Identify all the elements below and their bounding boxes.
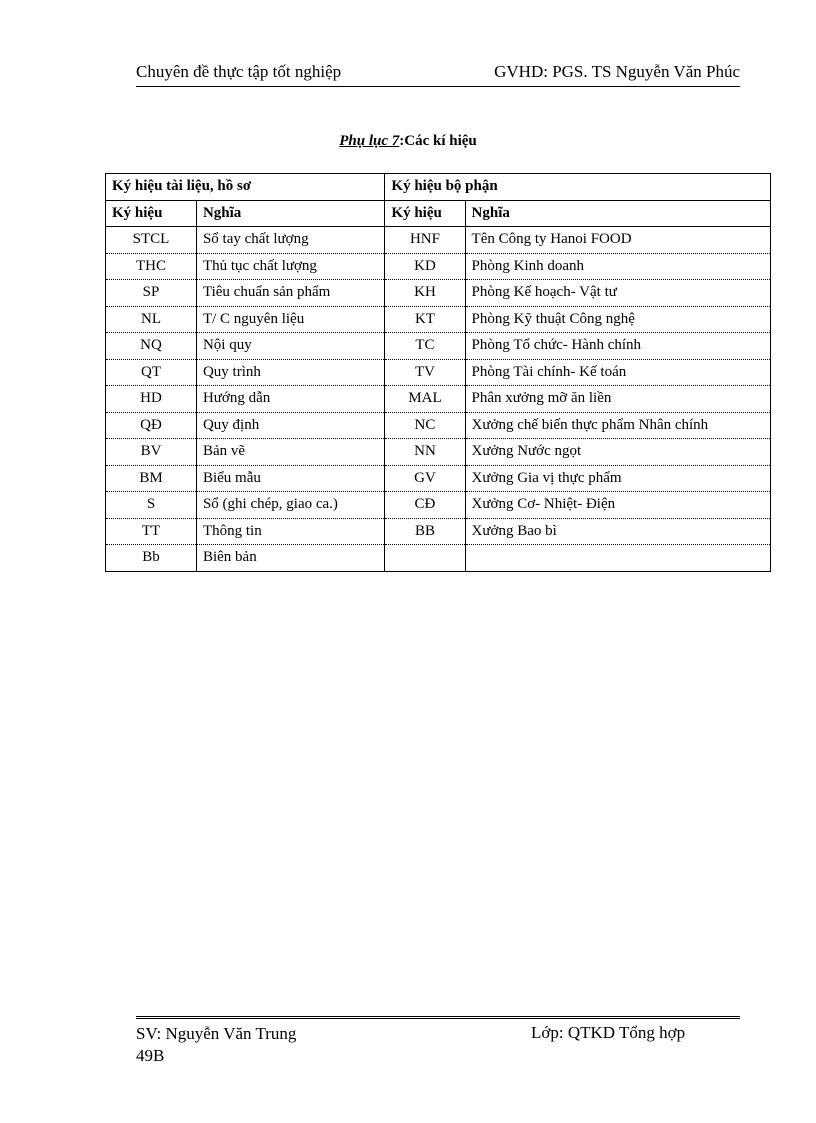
document-meaning-cell: Nội quy — [196, 333, 384, 360]
department-symbol-cell: KT — [385, 306, 465, 333]
column-header-meaning: Nghĩa — [465, 200, 770, 227]
department-symbol-cell: TC — [385, 333, 465, 360]
footer-student-line2: 49B — [136, 1046, 165, 1065]
document-symbol-cell: QT — [106, 359, 197, 386]
document-symbol-cell: THC — [106, 253, 197, 280]
table-row — [106, 439, 771, 466]
table-row — [106, 545, 771, 572]
table-row — [106, 306, 771, 333]
department-meaning-cell: Xưởng chế biến thực phẩm Nhân chính — [465, 412, 770, 439]
document-meaning-cell: Biên bản — [196, 545, 384, 572]
department-meaning-cell: Xưởng Bao bì — [465, 518, 770, 545]
appendix-title — [0, 133, 816, 150]
table-row — [106, 492, 771, 519]
department-symbol-cell: KD — [385, 253, 465, 280]
table-row — [106, 359, 771, 386]
symbols-table — [105, 173, 771, 572]
department-meaning-cell: Xưởng Gia vị thực phẩm — [465, 465, 770, 492]
document-meaning-cell: Thông tin — [196, 518, 384, 545]
group-header-documents: Ký hiệu tài liệu, hồ sơ — [106, 174, 385, 201]
document-symbol-cell: HD — [106, 386, 197, 413]
table-row — [106, 253, 771, 280]
document-symbol-cell: S — [106, 492, 197, 519]
document-symbol-cell: Bb — [106, 545, 197, 572]
department-meaning-cell: Tên Công ty Hanoi FOOD — [465, 227, 770, 254]
footer-student — [136, 1023, 296, 1067]
document-symbol-cell: NQ — [106, 333, 197, 360]
department-symbol-cell: TV — [385, 359, 465, 386]
document-symbol-cell: BV — [106, 439, 197, 466]
table-row — [106, 412, 771, 439]
footer-student-name: SV: Nguyễn Văn Trung — [136, 1024, 297, 1043]
document-symbol-cell: TT — [106, 518, 197, 545]
table-row — [106, 227, 771, 254]
department-symbol-cell: NC — [385, 412, 465, 439]
column-header-symbol: Ký hiệu — [385, 200, 465, 227]
department-meaning-cell: Phòng Tổ chức- Hành chính — [465, 333, 770, 360]
document-symbol-cell: NL — [106, 306, 197, 333]
header-right-text: GVHD: PGS. TS Nguyễn Văn Phúc — [494, 62, 740, 81]
document-meaning-cell: Quy trình — [196, 359, 384, 386]
table-row — [106, 465, 771, 492]
appendix-title-lead: Phụ lục 7 — [339, 133, 400, 149]
document-meaning-cell: Sổ tay chất lượng — [196, 227, 384, 254]
department-symbol-cell: BB — [385, 518, 465, 545]
document-meaning-cell: T/ C nguyên liệu — [196, 306, 384, 333]
table-row — [106, 280, 771, 307]
page-footer — [136, 1016, 740, 1065]
column-header-meaning: Nghĩa — [196, 200, 384, 227]
table-group-header-row — [106, 174, 771, 201]
department-meaning-cell: Phòng Tài chính- Kế toán — [465, 359, 770, 386]
document-meaning-cell: Hướng dẫn — [196, 386, 384, 413]
table-row — [106, 518, 771, 545]
document-meaning-cell: Sổ (ghi chép, giao ca.) — [196, 492, 384, 519]
document-symbol-cell: STCL — [106, 227, 197, 254]
table-row — [106, 333, 771, 360]
department-meaning-cell — [465, 545, 770, 572]
department-symbol-cell: HNF — [385, 227, 465, 254]
department-symbol-cell: KH — [385, 280, 465, 307]
column-header-symbol: Ký hiệu — [106, 200, 197, 227]
department-meaning-cell: Xưởng Cơ- Nhiệt- Điện — [465, 492, 770, 519]
table-row — [106, 386, 771, 413]
department-symbol-cell — [385, 545, 465, 572]
group-header-departments: Ký hiệu bộ phận — [385, 174, 771, 201]
department-meaning-cell: Xưởng Nước ngọt — [465, 439, 770, 466]
document-meaning-cell: Tiêu chuẩn sản phẩm — [196, 280, 384, 307]
department-meaning-cell: Phòng Kế hoạch- Vật tư — [465, 280, 770, 307]
page-header — [136, 60, 740, 87]
header-left-text: Chuyên đề thực tập tốt nghiệp — [136, 62, 342, 81]
department-symbol-cell: MAL — [385, 386, 465, 413]
document-meaning-cell: Biểu mẫu — [196, 465, 384, 492]
document-symbol-cell: BM — [106, 465, 197, 492]
document-symbol-cell: QĐ — [106, 412, 197, 439]
document-meaning-cell: Quy định — [196, 412, 384, 439]
document-meaning-cell: Thủ tục chất lượng — [196, 253, 384, 280]
department-symbol-cell: GV — [385, 465, 465, 492]
department-meaning-cell: Phòng Kỹ thuật Công nghệ — [465, 306, 770, 333]
table-column-header-row — [106, 200, 771, 227]
department-meaning-cell: Phòng Kinh doanh — [465, 253, 770, 280]
footer-class: Lớp: QTKD Tổng hợp — [531, 1023, 686, 1042]
document-meaning-cell: Bản vẽ — [196, 439, 384, 466]
document-symbol-cell: SP — [106, 280, 197, 307]
department-symbol-cell: CĐ — [385, 492, 465, 519]
appendix-title-rest: :Các kí hiệu — [399, 133, 477, 149]
department-symbol-cell: NN — [385, 439, 465, 466]
department-meaning-cell: Phân xưởng mỡ ăn liền — [465, 386, 770, 413]
